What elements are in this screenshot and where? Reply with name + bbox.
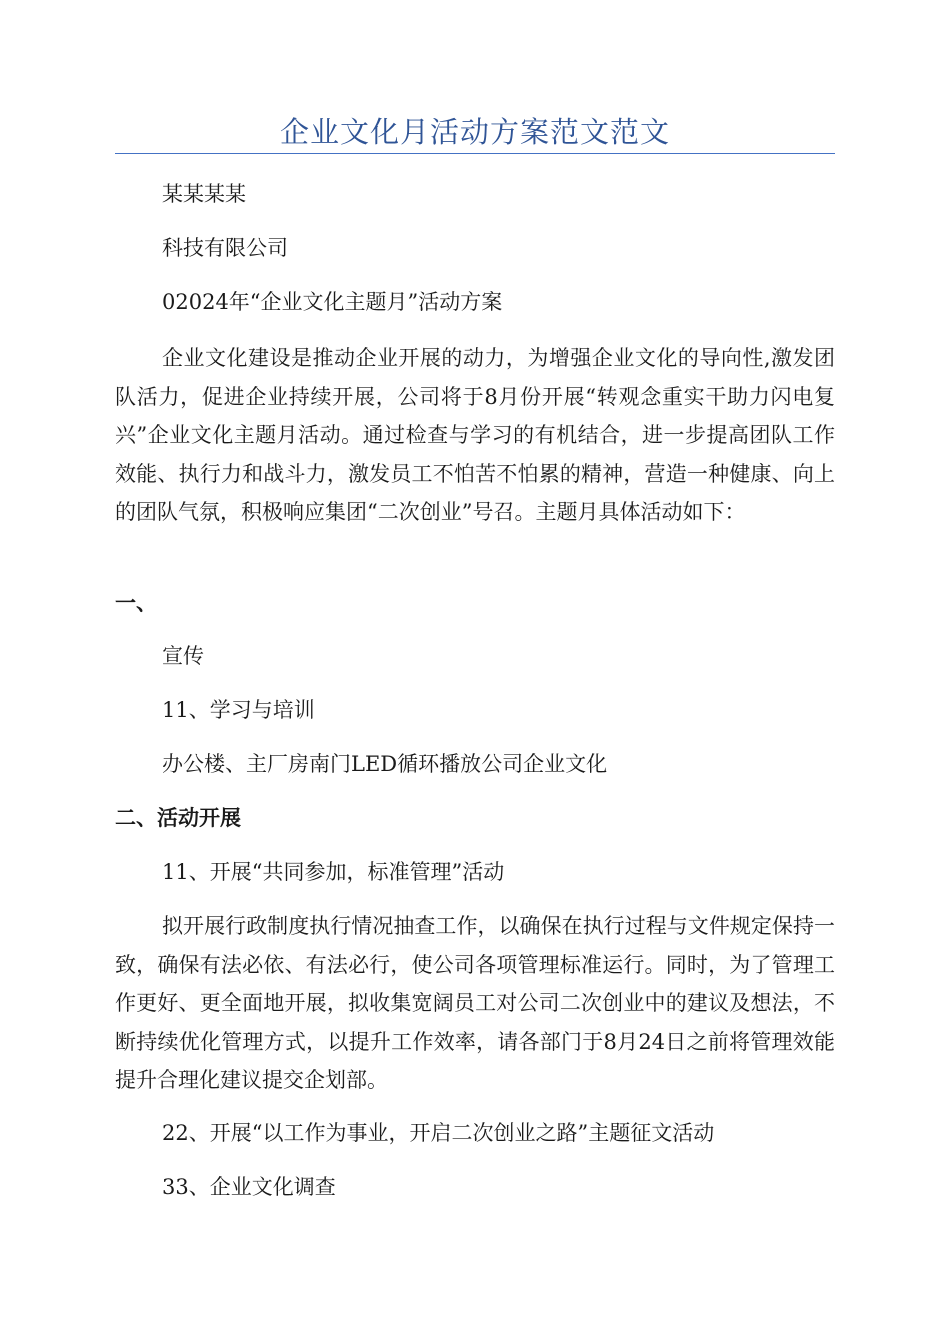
author-line: 某某某某 — [162, 182, 246, 206]
item-1-1-title: 11、学习与培训 — [162, 698, 315, 722]
section-1-subheading: 宣传 — [162, 644, 204, 668]
title-underline — [115, 153, 835, 154]
document-title: 企业文化月活动方案范文范文 — [279, 115, 670, 149]
company-line: 科技有限公司 — [162, 236, 288, 260]
intro-paragraph: 企业文化建设是推动企业开展的动力，为增强企业文化的导向性,激发团队活力，促进企业持续开展，公司将于8月份开展“转观念重实干助力闪电复兴”企业文化主题月活动。通过检查与学习的有机结合，进一步提高团队工作效能、执行力和战斗力，激发员工不怕苦不怕累的精神，营造一种健康、向上的团队气氛，积极响应集团“二次创业”号召。主题月具体活动如下： — [115, 346, 835, 525]
plan-title-line: 02024年“企业文化主题月”活动方案 — [162, 290, 503, 314]
item-2-1-paragraph: 拟开展行政制度执行情况抽查工作，以确保在执行过程与文件规定保持一致，确保有法必依、有法必行，使公司各项管理标准运行。同时，为了管理工作更好、更全面地开展，拟收集宽阔员工对公司二次创业中的建议及想法，不断持续优化管理方式，以提升工作效率，请各部门于8月24日之前将管理效能提升合理化建议提交企划部。 — [115, 914, 835, 1093]
item-2-1-title: 11、开展“共同参加，标准管理”活动 — [162, 860, 505, 884]
item-2-3-title: 33、企业文化调查 — [162, 1175, 336, 1199]
section-1-heading: 一、 — [115, 591, 157, 615]
section-2-heading: 二、活动开展 — [115, 806, 241, 830]
item-1-1-text: 办公楼、主厂房南门LED循环播放公司企业文化 — [162, 752, 608, 776]
item-2-2-title: 22、开展“以工作为事业，开启二次创业之路”主题征文活动 — [162, 1121, 715, 1145]
